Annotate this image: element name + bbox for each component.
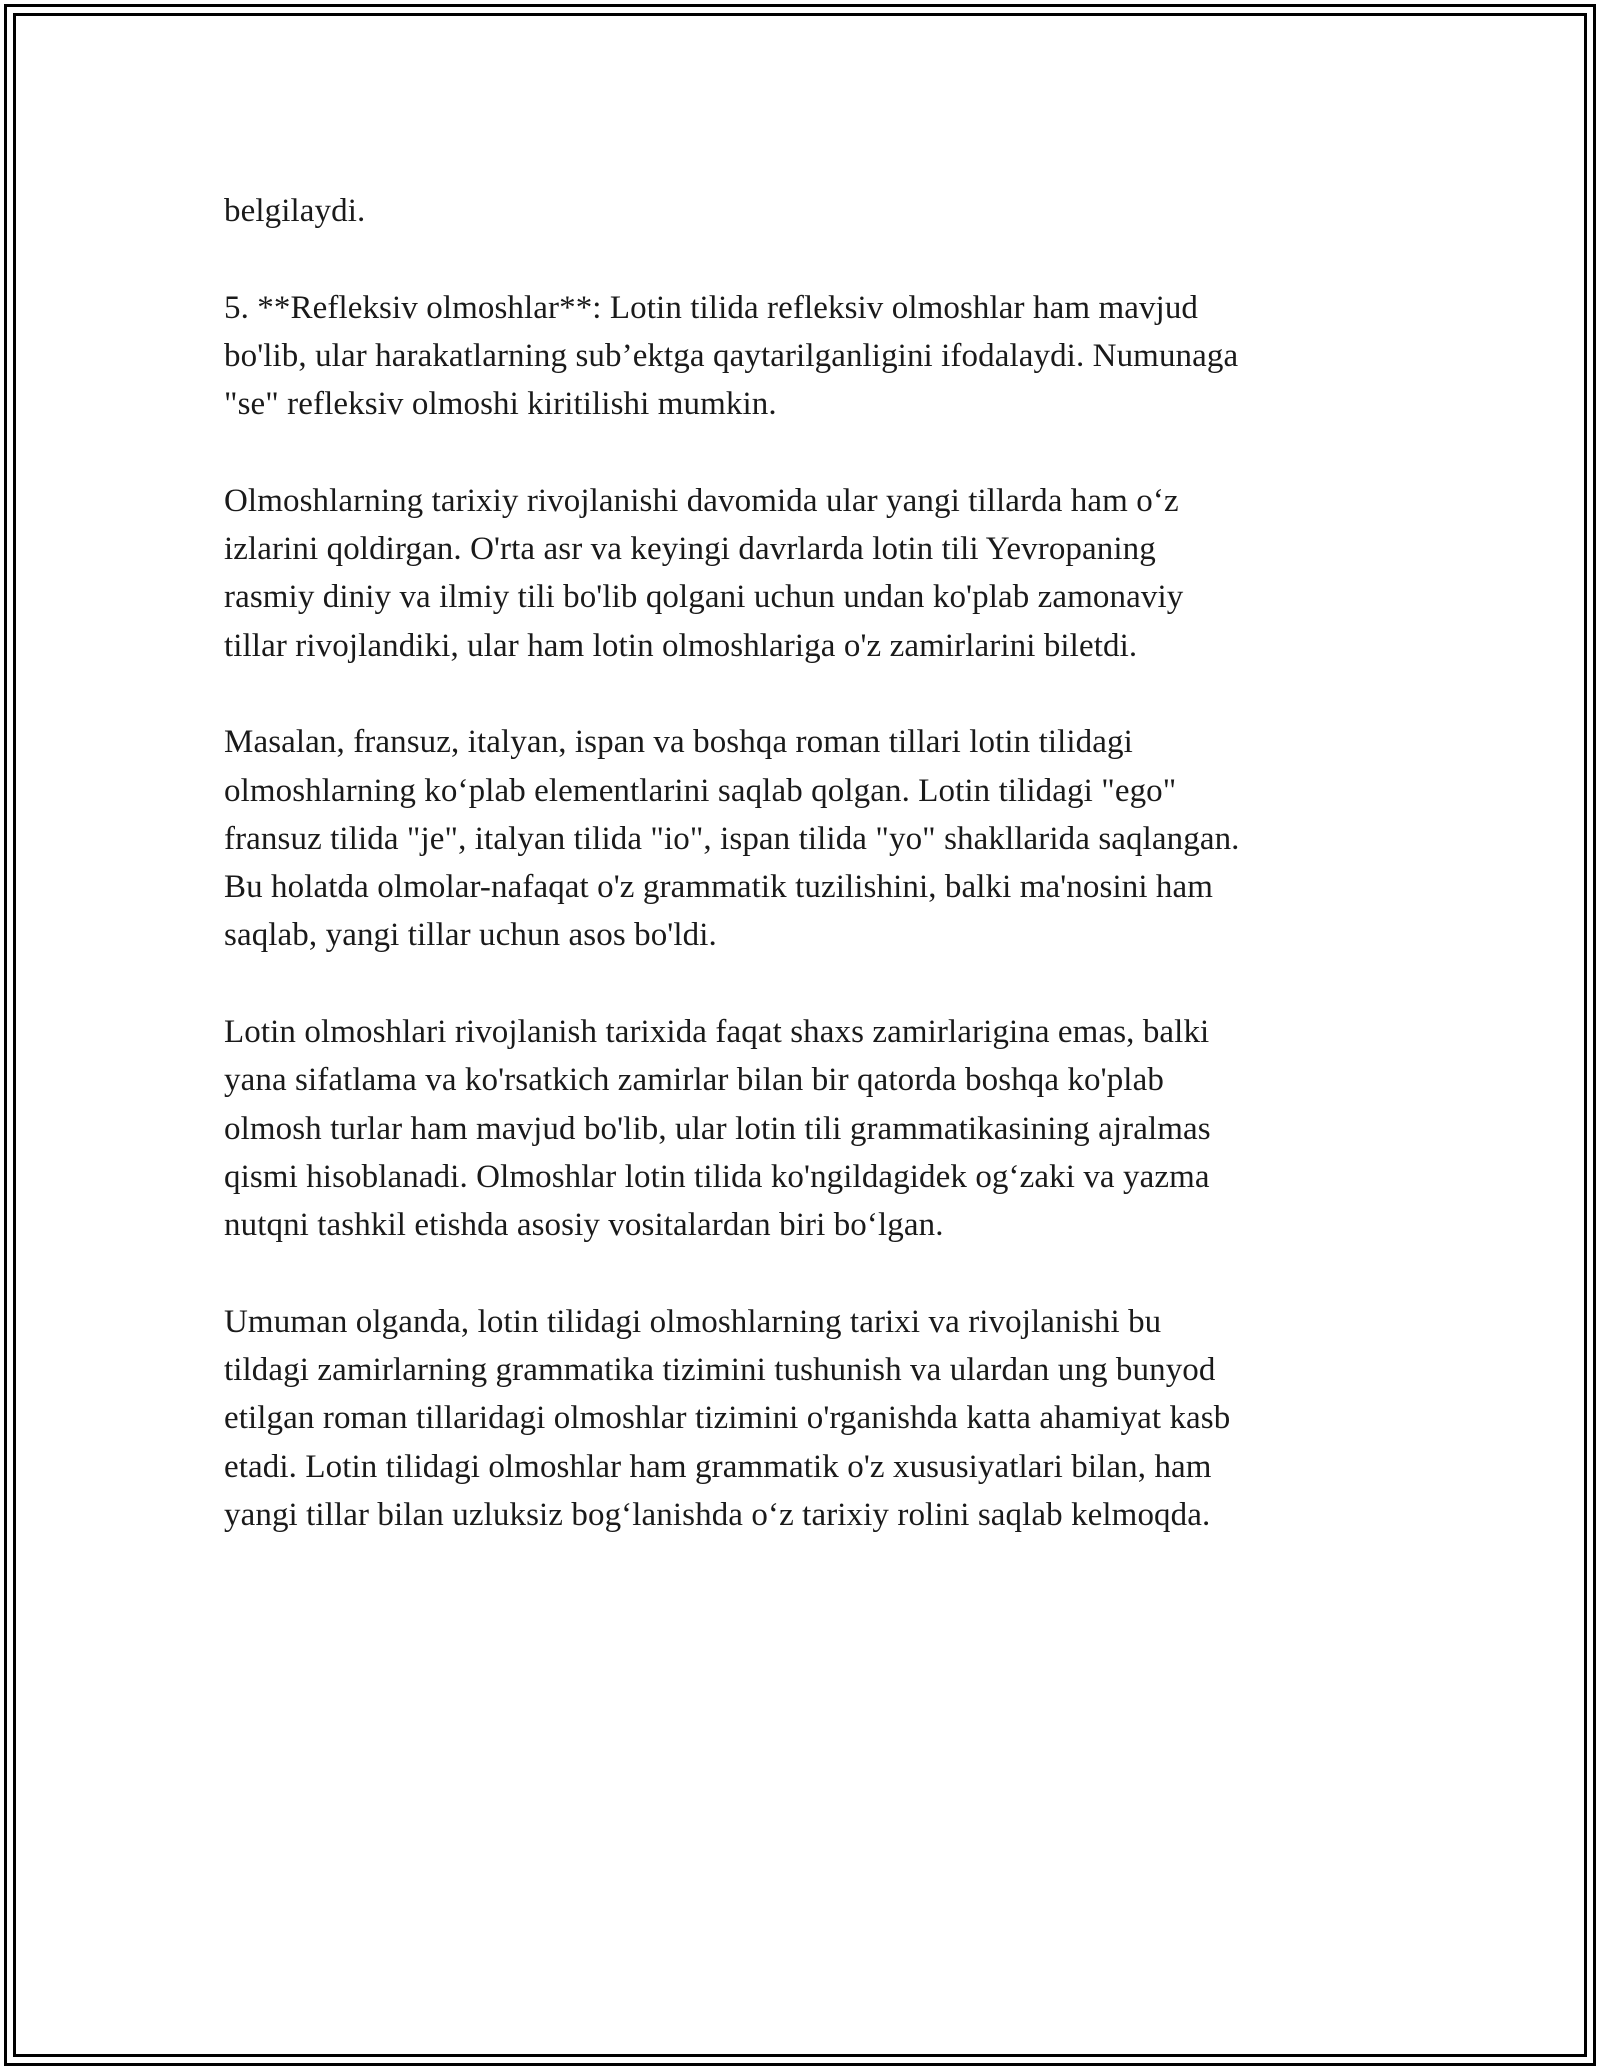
text-line: tildagi zamirlarning grammatika tizimini tushunish va ulardan ung bunyod bbox=[224, 1352, 1216, 1389]
paragraph-3 bbox=[224, 477, 1374, 670]
text-line: izlarini qoldirgan. O'rta asr va keyingi davrlarda lotin tili Yevropaning bbox=[224, 531, 1156, 568]
text-line: Umuman olganda, lotin tilidagi olmoshlarning tarixi va rivojlanishi bu bbox=[224, 1303, 1162, 1340]
text-line: "se" refleksiv olmoshi kiritilishi mumkin. bbox=[224, 386, 777, 423]
text-line: yana sifatlama va ko'rsatkich zamirlar bilan bir qatorda boshqa ko'plab bbox=[224, 1062, 1164, 1099]
text-line: etadi. Lotin tilidagi olmoshlar ham grammatik o'z xususiyatlari bilan, ham bbox=[224, 1448, 1212, 1485]
text-line: rasmiy diniy va ilmiy tili bo'lib qolgani uchun undan ko'plab zamonaviy bbox=[224, 579, 1184, 616]
paragraph-1 bbox=[224, 187, 1374, 235]
document-body bbox=[224, 187, 1374, 1539]
text-line: olmosh turlar ham mavjud bo'lib, ular lotin tili grammatikasining ajralmas bbox=[224, 1110, 1211, 1147]
text-line: nutqni tashkil etishda asosiy vositalardan biri bo‘lgan. bbox=[224, 1207, 944, 1244]
text-line: saqlab, yangi tillar uchun asos bo'ldi. bbox=[224, 917, 717, 954]
text-line: 5. **Refleksiv olmoshlar**: Lotin tilida refleksiv olmoshlar ham mavjud bbox=[224, 289, 1199, 326]
paragraph-2 bbox=[224, 284, 1374, 429]
text-line: Lotin olmoshlari rivojlanish tarixida faqat shaxs zamirlarigina emas, balki bbox=[224, 1014, 1210, 1051]
text-line: bo'lib, ular harakatlarning sub’ektga qaytarilganligini ifodalaydi. Numunaga bbox=[224, 337, 1239, 374]
paragraph-4 bbox=[224, 718, 1374, 959]
text-line: Masalan, fransuz, italyan, ispan va boshqa roman tillari lotin tilidagi bbox=[224, 724, 1133, 761]
text-line: olmoshlarning ko‘plab elementlarini saqlab qolgan. Lotin tilidagi "ego" bbox=[224, 772, 1177, 809]
text-line: Bu holatda olmolar-nafaqat o'z grammatik tuzilishini, balki ma'nosini ham bbox=[224, 869, 1214, 906]
text-line: yangi tillar bilan uzluksiz bog‘lanishda o‘z tarixiy rolini saqlab kelmoqda. bbox=[224, 1497, 1211, 1534]
text-line: tillar rivojlandiki, ular ham lotin olmoshlariga o'z zamirlarini biletdi. bbox=[224, 627, 1138, 664]
text-line: belgilaydi. bbox=[224, 193, 366, 229]
text-line: etilgan roman tillaridagi olmoshlar tizimini o'rganishda katta ahamiyat kasb bbox=[224, 1400, 1231, 1437]
paragraph-5 bbox=[224, 1008, 1374, 1249]
text-line: Olmoshlarning tarixiy rivojlanishi davomida ular yangi tillarda ham o‘z bbox=[224, 482, 1179, 519]
text-line: fransuz tilida "je", italyan tilida "io", ispan tilida "yo" shakllarida saqlangan. bbox=[224, 820, 1240, 857]
text-line: qismi hisoblanadi. Olmoshlar lotin tilida ko'ngildagidek og‘zaki va yazma bbox=[224, 1158, 1210, 1195]
paragraph-6 bbox=[224, 1298, 1374, 1539]
